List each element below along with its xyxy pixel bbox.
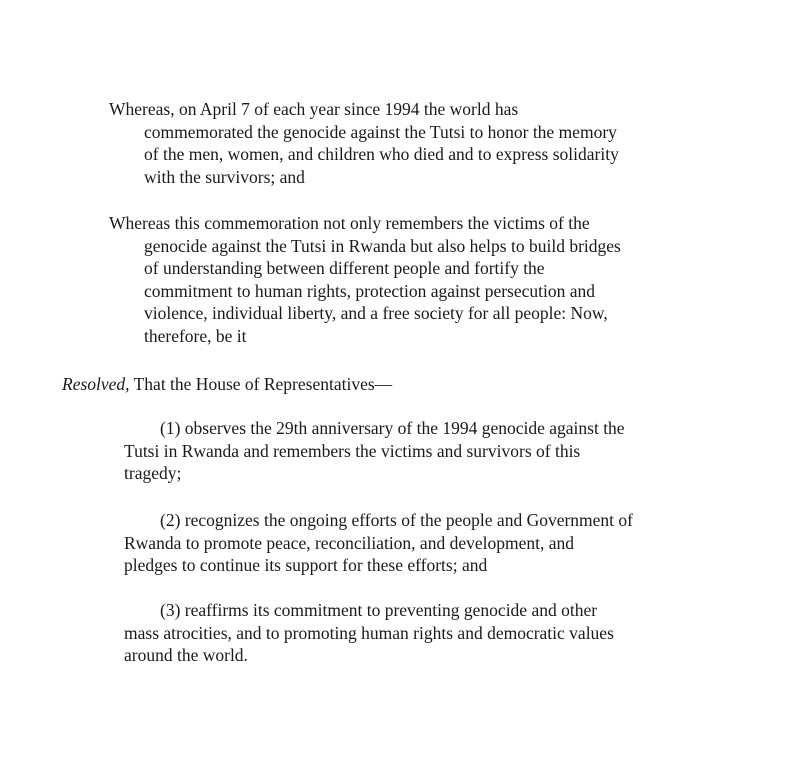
- text-line: of the men, women, and children who died and to express solidarity: [144, 144, 619, 164]
- text-line: [62, 373, 392, 396]
- resolution-item-1: [124, 417, 625, 485]
- text-line: therefore, be it: [144, 325, 247, 346]
- text-line: around the world.: [124, 645, 248, 665]
- resolution-item-2: [124, 509, 633, 577]
- text-line: Whereas, on April 7 of each year since 1994 the world has: [109, 99, 519, 119]
- text-line: tragedy;: [124, 463, 182, 483]
- text-line: violence, individual liberty, and a free society for all people: Now,: [144, 303, 608, 323]
- resolved-text: That the House of Representatives—: [129, 374, 393, 394]
- text-line: (2) recognizes the ongoing efforts of the people and Government of: [160, 510, 633, 530]
- text-line: (3) reaffirms its commitment to preventing genocide and other: [160, 600, 598, 620]
- text-line: mass atrocities, and to promoting human rights and democratic values: [124, 622, 614, 643]
- text-line: (1) observes the 29th anniversary of the 1994 genocide against the: [160, 418, 625, 438]
- resolved-clause: [62, 373, 392, 396]
- text-line: commemorated the genocide against the Tutsi to honor the memory: [144, 121, 617, 142]
- whereas-clause-2: [109, 212, 621, 347]
- text-line: commitment to human rights, protection against persecution and: [144, 280, 596, 301]
- text-line: with the survivors; and: [144, 166, 305, 187]
- resolved-keyword: Resolved,: [62, 374, 130, 394]
- resolution-item-3: [124, 599, 614, 667]
- whereas-clause-1: [109, 98, 619, 188]
- text-line: Tutsi in Rwanda and remembers the victims and survivors of this: [124, 440, 581, 461]
- text-line: genocide against the Tutsi in Rwanda but also helps to build bridges: [144, 235, 621, 256]
- text-line: Rwanda to promote peace, reconciliation, and development, and: [124, 532, 574, 553]
- text-line: pledges to continue its support for these efforts; and: [124, 555, 488, 575]
- text-line: of understanding between different people and fortify the: [144, 258, 545, 278]
- text-line: Whereas this commemoration not only remembers the victims of the: [109, 213, 590, 233]
